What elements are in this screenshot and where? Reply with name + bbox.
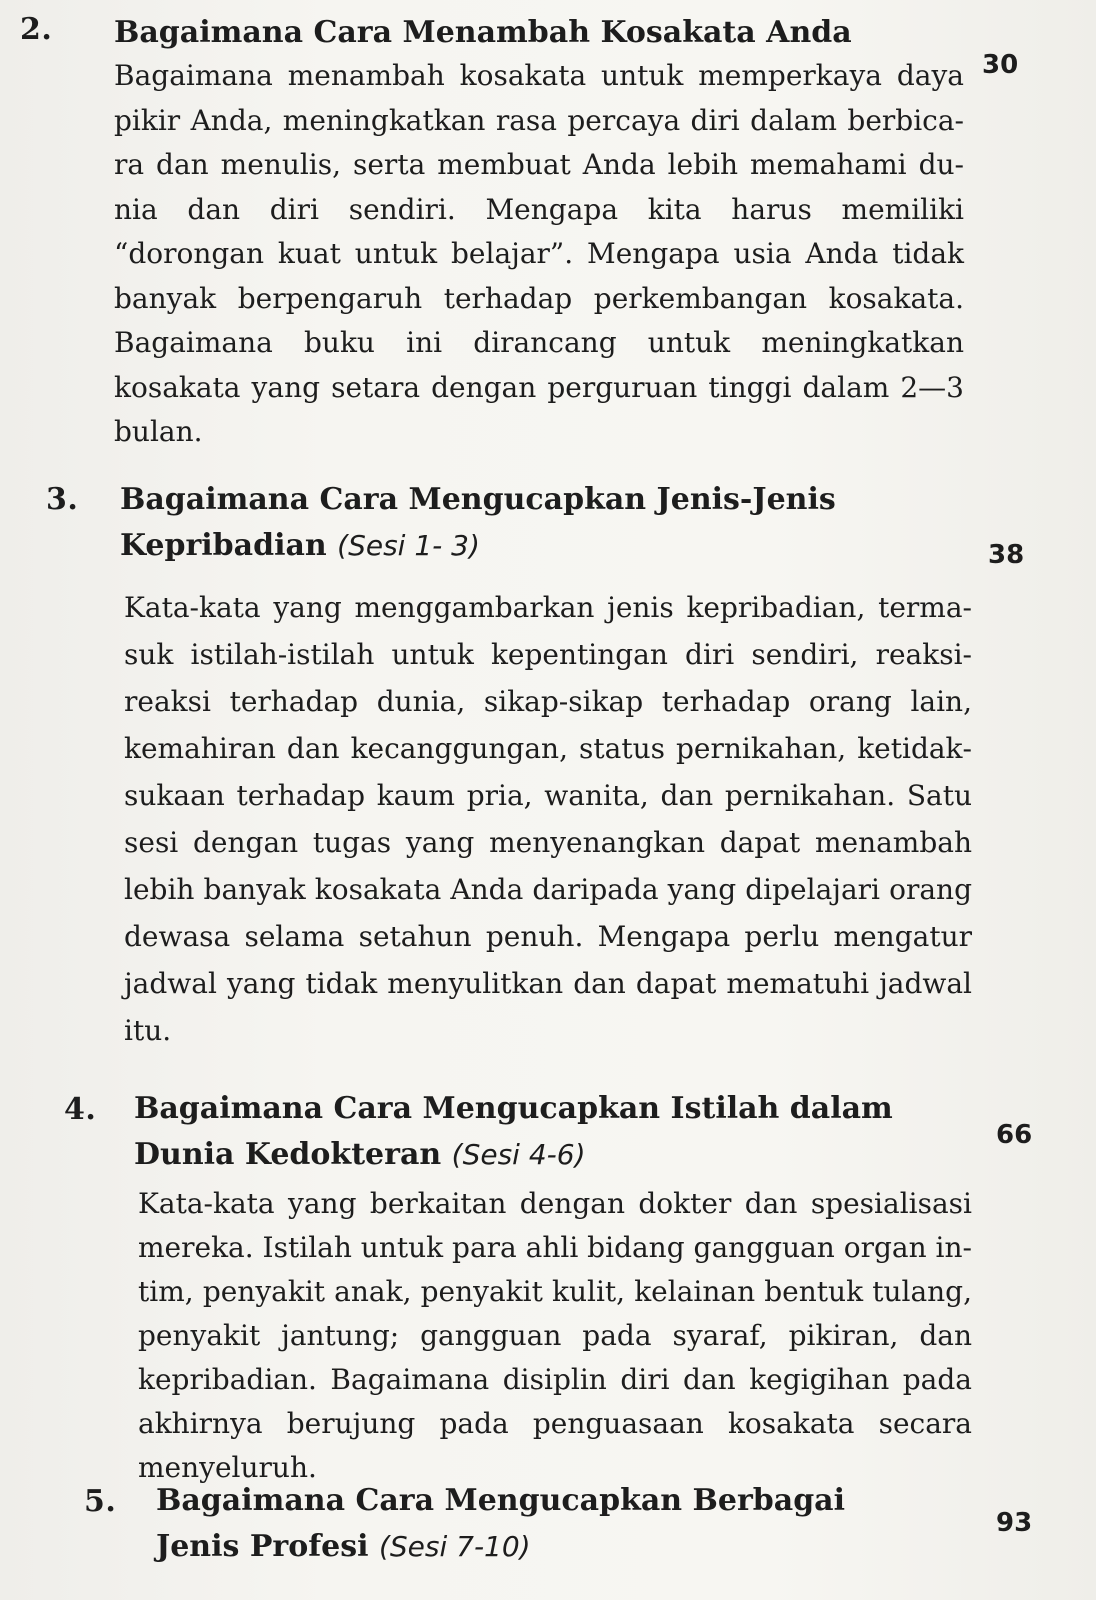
entry-title [114, 10, 874, 56]
entry-title-text: Bagaimana Cara Mengucapkan Istilah dalam Dunia Kedokteran [134, 1091, 893, 1172]
entry-title [156, 1478, 856, 1570]
entry-page-number: 30 [982, 50, 1019, 80]
entry-page-number: 66 [996, 1120, 1033, 1150]
entry-number: 5. [84, 1484, 117, 1519]
entry-session: (Sesi 7-10) [378, 1530, 531, 1563]
entry-description: Kata-kata yang berkaitan dengan dokter dan spesialisasi mereka. Istilah untuk para ahli bidang gangguan organ intim, penyakit anak, penyakit kulit, kelainan bentuk tulang, penyakit jantung; gangguan pada syaraf, pikiran, dan kepribadian. Bagaimana disiplin diri dan kegigihan pada akhirnya berujung pada penguasaan kosakata secara menyeluruh. [138, 1187, 972, 1484]
entry-description: Bagaimana menambah kosakata untuk memperkaya daya pikir Anda, meningkatkan rasa percaya diri dalam berbicara dan menulis, serta membuat Anda lebih memahami dunia dan diri sendiri. Mengapa kita harus memiliki “dorongan kuat untuk belajar”. Mengapa usia Anda tidak banyak berpengaruh terhadap perkembangan kosakata. Bagaimana buku ini dirancang untuk meningkatkan kosakata yang setara dengan perguruan tinggi dalam 2—3 bulan. [114, 59, 964, 448]
entry-title [134, 1086, 894, 1178]
entry-number: 3. [46, 482, 79, 517]
entry-number: 4. [64, 1092, 97, 1127]
entry-page-number: 38 [988, 540, 1025, 570]
entry-title [120, 477, 880, 569]
entry-session: (Sesi 1- 3) [337, 529, 480, 562]
entry-page-number: 93 [996, 1508, 1033, 1538]
entry-title-text: Bagaimana Cara Mengucapkan Berbagai Jenis Profesi [156, 1483, 846, 1564]
entry-title-text: Bagaimana Cara Menambah Kosakata Anda [114, 15, 852, 50]
entry-description: Kata-kata yang menggambarkan jenis kepribadian, termasuk istilah-istilah untuk kepentingan diri sendiri, reaksi-reaksi terhadap dunia, sikap-sikap terhadap orang lain, kemahiran dan kecanggungan, status pernikahan, ketidaksukaan terhadap kaum pria, wanita, dan pernikahan. Satu sesi dengan tugas yang menyenangkan dapat menambah lebih banyak kosakata Anda daripada yang dipelajari orang dewasa selama setahun penuh. Mengapa perlu mengatur jadwal yang tidak menyulitkan dan dapat mematuhi jadwal itu. [124, 591, 972, 1047]
entry-title-text: Bagaimana Cara Mengucapkan Jenis-Jenis Kepribadian [120, 482, 836, 563]
entry-number: 2. [20, 12, 53, 47]
entry-session: (Sesi 4-6) [451, 1138, 586, 1171]
